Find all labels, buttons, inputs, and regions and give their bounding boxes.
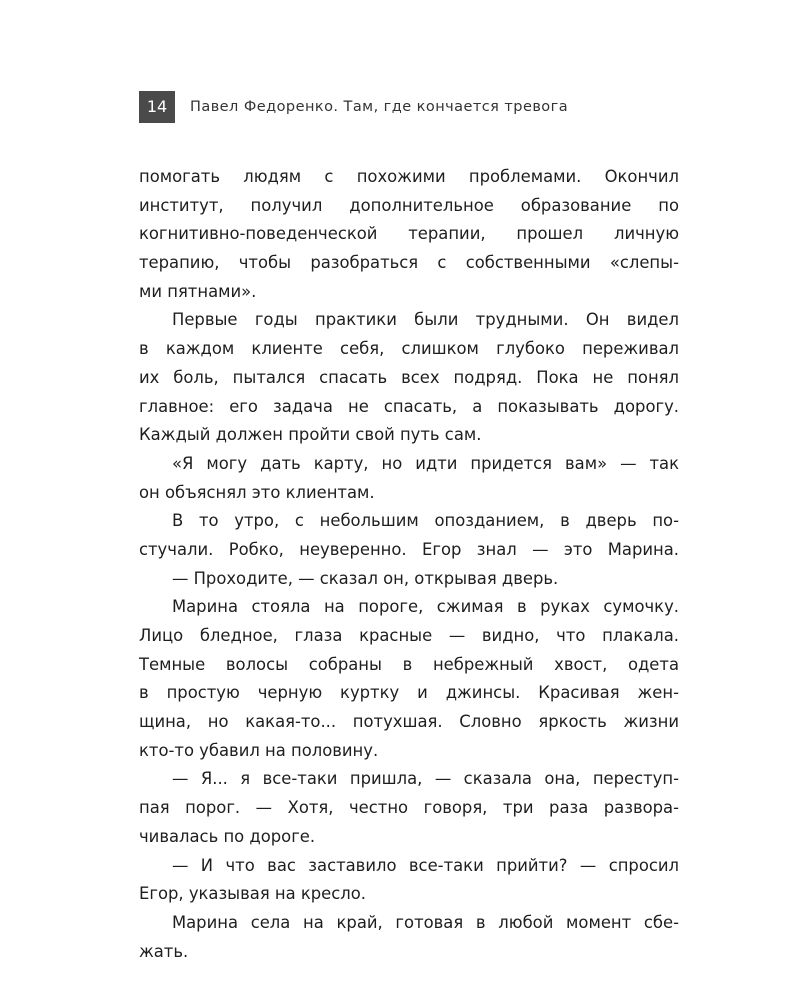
- text-line: терапию, чтобы разобраться с собственными «слепы-: [139, 253, 679, 273]
- running-header: [139, 91, 679, 125]
- text-line: Марина стояла на пороге, сжимая в руках сумочку.: [172, 597, 679, 617]
- page-number: 14: [139, 91, 175, 123]
- text-line: — Проходите, — сказал он, открывая дверь.: [172, 568, 559, 588]
- text-line: В то утро, с небольшим опозданием, в дверь по-: [172, 511, 679, 531]
- text-line: щина, но какая-то... потухшая. Словно яркость жизни: [139, 712, 679, 732]
- text-line: — И что вас заставило все-таки прийти? — спросил: [172, 855, 679, 875]
- text-line: «Я могу дать карту, но идти придется вам» — так: [172, 453, 679, 473]
- text-line: когнитивно-поведенческой терапии, прошел личную: [139, 224, 679, 244]
- text-line: он объяснял это клиентам.: [139, 482, 375, 502]
- text-line: Каждый должен пройти свой путь сам.: [139, 425, 482, 445]
- text-line: Егор, указывая на кресло.: [139, 884, 366, 904]
- text-line: главное: его задача не спасать, а показывать дорогу.: [139, 396, 679, 416]
- text-line: Лицо бледное, глаза красные — видно, что плакала.: [139, 626, 679, 645]
- text-line: стучали. Робко, неуверенно. Егор знал — это Марина.: [139, 539, 679, 559]
- body-text: [139, 163, 679, 966]
- text-line: в каждом клиенте себя, слишком глубоко переживал: [139, 339, 679, 359]
- text-line: помогать людям с похожими проблемами. Окончил: [139, 167, 679, 186]
- text-line: Марина села на край, готовая в любой момент сбе-: [172, 912, 679, 932]
- text-line: жать.: [139, 941, 189, 961]
- text-line: чивалась по дороге.: [139, 826, 316, 846]
- text-line: в простую черную куртку и джинсы. Красивая жен-: [139, 683, 679, 703]
- running-title: Павел Федоренко. Там, где кончается тревога: [190, 99, 569, 115]
- text-line: — Я... я все-таки пришла, — сказала она, переступ-: [172, 769, 679, 789]
- text-line: пая порог. — Хотя, честно говоря, три раза развора-: [139, 798, 679, 818]
- text-line: ми пятнами».: [139, 281, 257, 301]
- text-line: Темные волосы собраны в небрежный хвост, одета: [139, 654, 679, 674]
- text-line: их боль, пытался спасать всех подряд. Пока не понял: [139, 367, 679, 387]
- text-line: институт, получил дополнительное образование по: [139, 195, 679, 215]
- text-line: Первые годы практики были трудными. Он видел: [172, 310, 679, 330]
- text-line: кто-то убавил на половину.: [139, 740, 379, 760]
